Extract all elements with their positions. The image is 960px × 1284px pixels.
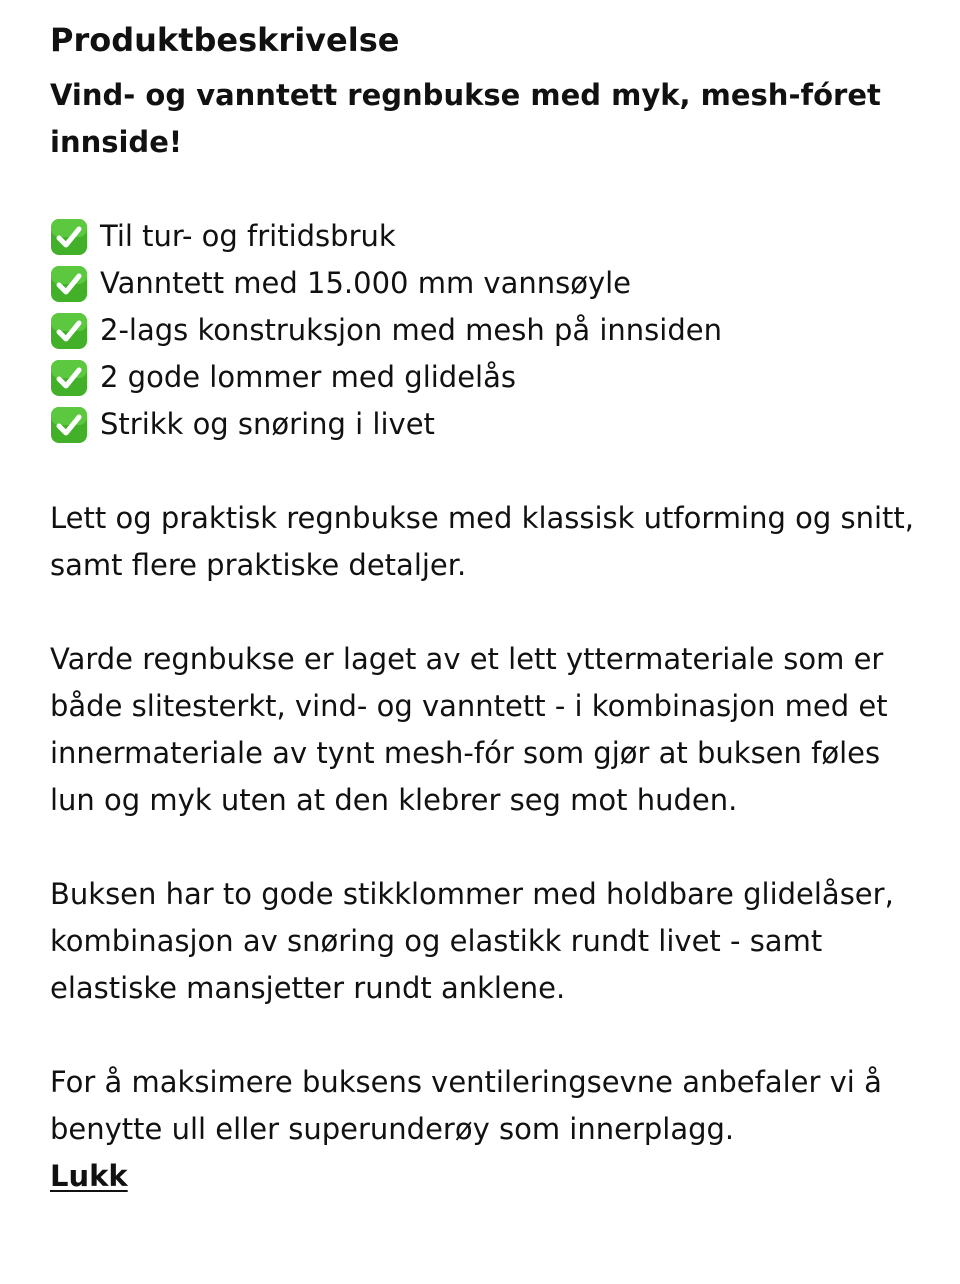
feature-item	[50, 213, 920, 260]
feature-list	[50, 213, 920, 448]
feature-text: Til tur- og fritidsbruk	[100, 219, 396, 253]
check-mark-button-icon	[50, 265, 88, 303]
description-paragraph: Varde regnbukse er laget av et lett yttermateriale som er både slitesterkt, vind- og vanntett - i kombinasjon med et innermateriale av tynt mesh-fór som gjør at buksen føles lun og myk uten at den klebrer seg mot huden.	[50, 642, 888, 817]
product-subtitle: Vind- og vanntett regnbukse med myk, mesh-fóret innside!	[50, 78, 881, 159]
feature-item	[50, 354, 920, 401]
description-paragraph: For å maksimere buksens ventileringsevne anbefaler vi å benytte ull eller superunderøy som innerplagg.	[50, 1065, 882, 1146]
feature-text: 2-lags konstruksjon med mesh på innsiden	[100, 313, 722, 347]
feature-text: Strikk og snøring i livet	[100, 407, 435, 441]
close-link[interactable]: Lukk	[50, 1159, 128, 1193]
description-paragraph: Buksen har to gode stikklommer med holdbare glidelåser, kombinasjon av snøring og elastikk rundt livet - samt elastiske mansjetter rundt anklene.	[50, 877, 894, 1005]
feature-text: Vanntett med 15.000 mm vannsøyle	[100, 266, 632, 300]
check-mark-button-icon	[50, 359, 88, 397]
description-paragraph: Lett og praktisk regnbukse med klassisk utforming og snitt, samt flere praktiske detaljer.	[50, 501, 914, 582]
check-mark-button-icon	[50, 218, 88, 256]
check-mark-button-icon	[50, 312, 88, 350]
feature-text: 2 gode lommer med glidelås	[100, 360, 516, 394]
feature-item	[50, 260, 920, 307]
check-mark-button-icon	[50, 406, 88, 444]
feature-item	[50, 307, 920, 354]
feature-item	[50, 401, 920, 448]
section-title: Produktbeskrivelse	[50, 21, 400, 59]
